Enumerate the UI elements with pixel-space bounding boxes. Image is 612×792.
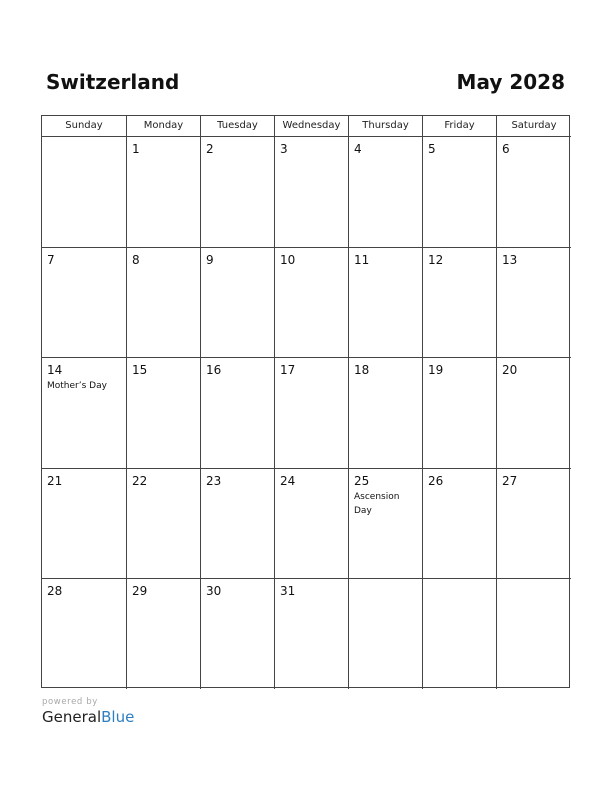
day-number: 29	[132, 584, 148, 598]
day-number: 12	[428, 253, 444, 267]
day-cell[interactable]	[42, 248, 127, 358]
day-cell[interactable]	[497, 469, 571, 579]
weekday-header-3: Wednesday	[275, 116, 349, 137]
calendar-grid	[41, 115, 570, 688]
month-year-title: May 2028	[456, 70, 565, 94]
day-number: 31	[280, 584, 296, 598]
day-cell[interactable]	[42, 579, 127, 689]
day-number: 9	[206, 253, 214, 267]
weekday-header-6: Saturday	[497, 116, 571, 137]
day-cell[interactable]	[201, 579, 275, 689]
day-number: 18	[354, 363, 370, 377]
brand-general: General	[42, 708, 102, 726]
day-number: 6	[502, 142, 510, 156]
day-number: 4	[354, 142, 362, 156]
generalblue-logo[interactable]	[42, 708, 134, 726]
day-cell[interactable]	[201, 358, 275, 469]
day-cell[interactable]	[275, 137, 349, 248]
day-number: 24	[280, 474, 296, 488]
day-number: 28	[47, 584, 63, 598]
weekday-header-2: Tuesday	[201, 116, 275, 137]
day-cell[interactable]	[349, 137, 423, 248]
day-number: 1	[132, 142, 140, 156]
day-cell[interactable]	[201, 248, 275, 358]
day-number: 2	[206, 142, 214, 156]
day-cell[interactable]	[42, 137, 127, 248]
day-number: 27	[502, 474, 518, 488]
day-number: 11	[354, 253, 370, 267]
day-cell[interactable]	[349, 358, 423, 469]
day-cell[interactable]	[201, 137, 275, 248]
day-cell[interactable]	[127, 248, 201, 358]
day-number: 10	[280, 253, 296, 267]
day-cell[interactable]	[423, 358, 497, 469]
day-number: 5	[428, 142, 436, 156]
day-number: 3	[280, 142, 288, 156]
day-number: 30	[206, 584, 222, 598]
weekday-header-4: Thursday	[349, 116, 423, 137]
day-cell[interactable]	[127, 137, 201, 248]
day-cell[interactable]	[201, 469, 275, 579]
day-cell[interactable]	[42, 358, 127, 469]
brand-blue: Blue	[101, 708, 135, 726]
holiday-label: Ascension Day	[354, 492, 400, 516]
day-number: 17	[280, 363, 296, 377]
day-cell[interactable]	[349, 248, 423, 358]
day-cell[interactable]	[423, 469, 497, 579]
day-number: 23	[206, 474, 222, 488]
day-cell[interactable]	[497, 579, 571, 689]
day-number: 13	[502, 253, 518, 267]
day-cell[interactable]	[275, 358, 349, 469]
day-cell[interactable]	[497, 137, 571, 248]
weekday-header-1: Monday	[127, 116, 201, 137]
day-number: 16	[206, 363, 222, 377]
day-number: 19	[428, 363, 444, 377]
day-cell[interactable]	[42, 469, 127, 579]
country-title: Switzerland	[46, 70, 180, 94]
day-cell[interactable]	[275, 579, 349, 689]
day-cell[interactable]	[423, 137, 497, 248]
day-number: 20	[502, 363, 518, 377]
day-number: 8	[132, 253, 140, 267]
day-number: 26	[428, 474, 444, 488]
weekday-header-5: Friday	[423, 116, 497, 137]
day-cell[interactable]	[127, 579, 201, 689]
day-cell[interactable]	[497, 248, 571, 358]
day-cell[interactable]	[127, 358, 201, 469]
day-cell[interactable]	[275, 469, 349, 579]
day-cell[interactable]	[349, 579, 423, 689]
day-number: 15	[132, 363, 148, 377]
day-number: 22	[132, 474, 148, 488]
day-cell[interactable]	[423, 579, 497, 689]
day-cell[interactable]	[275, 248, 349, 358]
day-number: 14	[47, 363, 63, 377]
day-number: 21	[47, 474, 63, 488]
weekday-header-0: Sunday	[42, 116, 127, 137]
day-number: 7	[47, 253, 55, 267]
day-number: 25	[354, 474, 370, 488]
day-cell[interactable]	[497, 358, 571, 469]
day-cell[interactable]	[423, 248, 497, 358]
day-cell[interactable]	[127, 469, 201, 579]
powered-by-label: powered by	[42, 697, 98, 707]
day-cell[interactable]	[349, 469, 423, 579]
holiday-label: Mother’s Day	[47, 381, 107, 391]
